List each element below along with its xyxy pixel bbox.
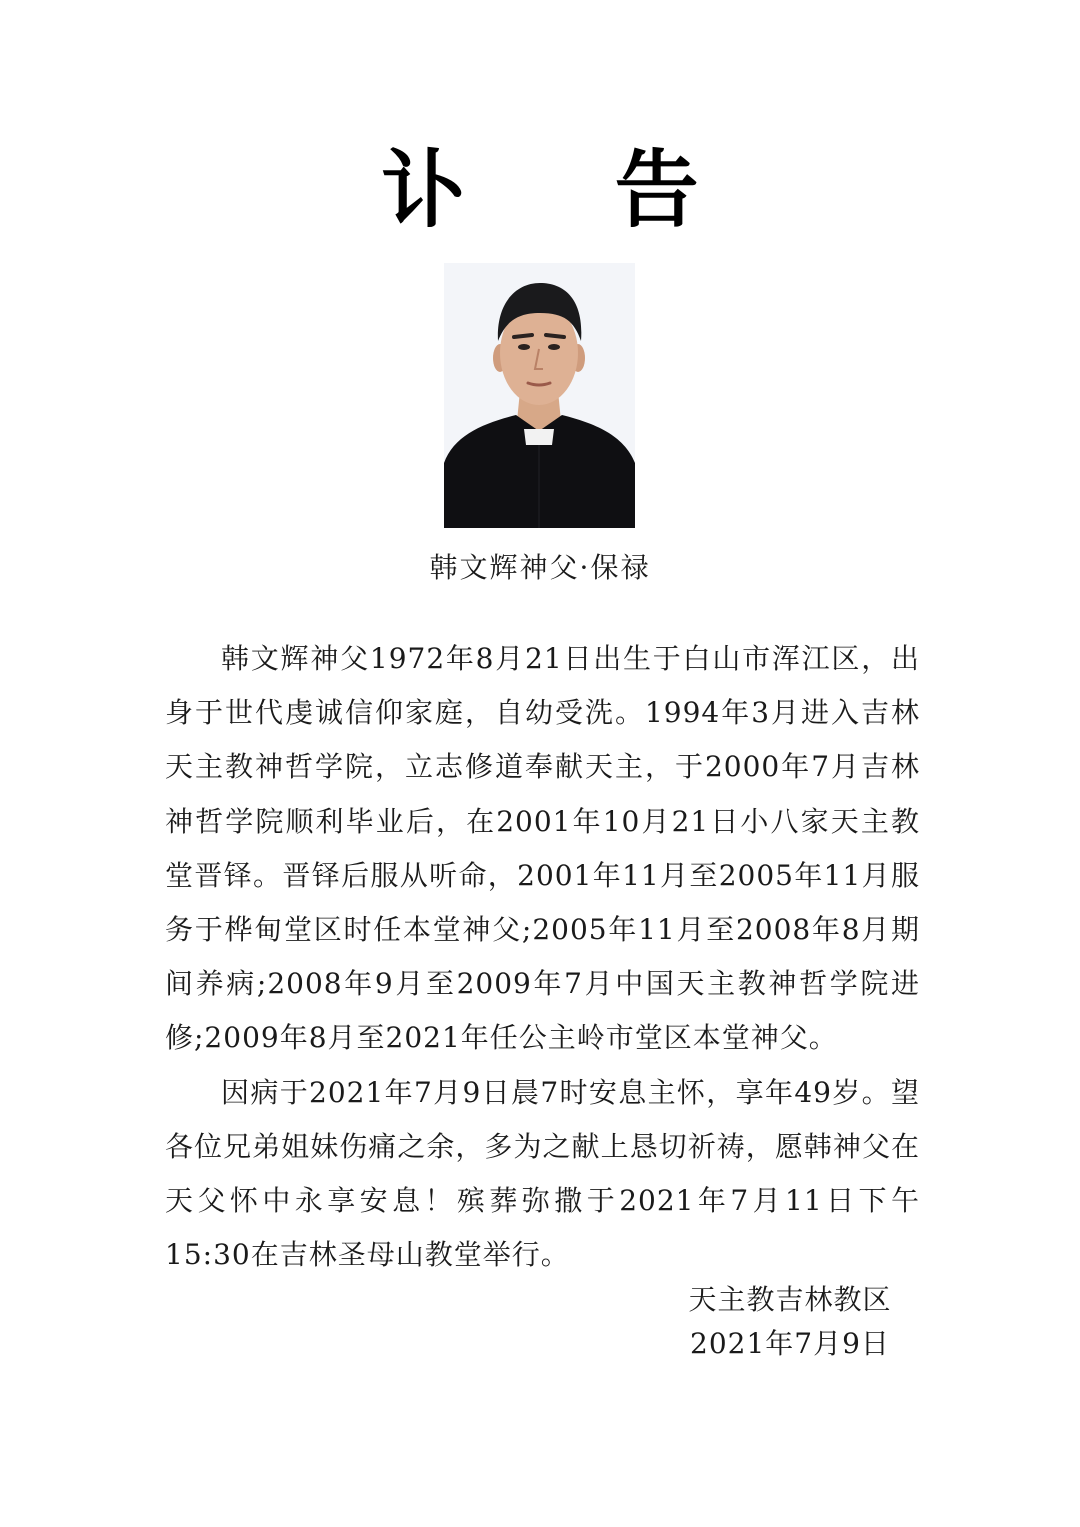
signature-organization: 天主教吉林教区 <box>688 1283 892 1316</box>
paragraph-funeral: 因病于2021年7月9日晨7时安息主怀，享年49岁。望各位兄弟姐妹伤痛之余，多为之献上恳切祈祷，愿韩神父在天父怀中永享安息！殡葬弥撒于2021年7月11日下午15:30在吉林圣母山教堂举行。 <box>165 1075 920 1272</box>
page-title: 讣 告 <box>381 141 759 239</box>
portrait-photo <box>444 263 635 528</box>
signature-block <box>640 1278 940 1366</box>
obituary-body <box>165 632 920 1282</box>
paragraph-biography: 韩文辉神父1972年8月21日出生于白山市浑江区，出身于世代虔诚信仰家庭，自幼受洗。1994年3月进入吉林天主教神哲学院，立志修道奉献天主，于2000年7月吉林神哲学院顺利毕业后，在2001年10月21日小八家天主教堂晋铎。晋铎后服从听命，2001年11月至2005年11月服务于桦甸堂区时任本堂神父;2005年11月至2008年8月期间养病;2008年9月至2009年7月中国天主教神哲学院进修;2009年8月至2021年任公主岭市堂区本堂神父。 <box>165 642 920 1055</box>
signature-date: 2021年7月9日 <box>690 1327 890 1360</box>
photo-caption: 韩文辉神父·保禄 <box>429 551 651 584</box>
